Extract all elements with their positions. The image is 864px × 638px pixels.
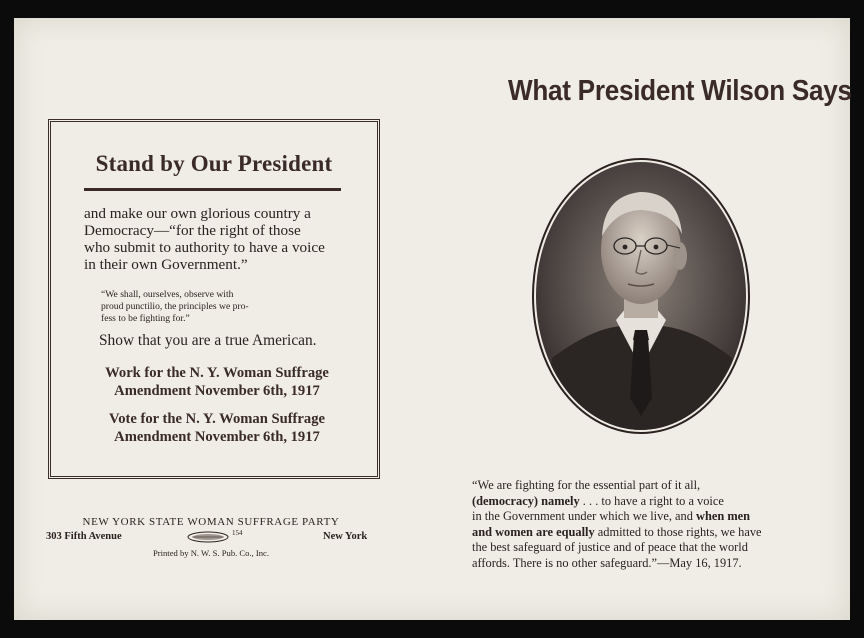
quote-line: in the Government under which we live, and when men (472, 509, 751, 524)
heading-rule (84, 188, 341, 191)
body-line: who submit to authority to have a voice (84, 239, 325, 256)
left-heading: Stand by Our President (95, 151, 333, 176)
small-quote-line: “We shall, ourselves, observe with (101, 289, 234, 300)
quote-line: “We are fighting for the essential part of it all, (472, 478, 701, 492)
quote-line: (democracy) namely . . . to have a right to a voice (472, 493, 724, 508)
small-quote-line: fess to be fighting for.” (101, 313, 190, 324)
vote-for-amendment (87, 410, 347, 446)
work-for-amendment (87, 364, 347, 400)
printer-credit: Printed by N. W. S. Pub. Co., Inc. (152, 548, 270, 558)
body-line: and make our own glorious country a (84, 205, 311, 222)
union-label-icon (187, 531, 229, 543)
portrait-icon (532, 158, 750, 434)
left-body-text (84, 205, 354, 273)
body-line: in their own Government.” (84, 256, 248, 273)
quote-line: and women are equally admitted to those rights, we have (472, 524, 762, 539)
show-american-line: Show that you are a true American. (99, 332, 317, 349)
street-address: 303 Fifth Avenue (46, 531, 122, 542)
broadside-sheet (14, 18, 850, 620)
union-number: 154 (232, 529, 243, 537)
work-line: Work for the N. Y. Woman Suffrage (105, 365, 329, 381)
vote-line: Vote for the N. Y. Woman Suffrage (109, 411, 325, 427)
quote-line: affords. There is no other safeguard.”—May 16, 1917. (472, 555, 742, 570)
body-line: Democracy—“for the right of those (84, 222, 301, 239)
party-name: NEW YORK STATE WOMAN SUFFRAGE PARTY (82, 516, 340, 528)
small-quote-line: proud punctilio, the principles we pro- (101, 301, 249, 312)
stand-by-president-box (48, 119, 380, 479)
right-heading: What President Wilson Says (508, 75, 852, 107)
quote-line: the best safeguard of justice and of peace that the world (472, 540, 748, 555)
work-line: Amendment November 6th, 1917 (114, 383, 320, 399)
wilson-quote (472, 478, 802, 572)
small-quote (101, 289, 341, 325)
city-name: New York (323, 531, 368, 542)
vote-line: Amendment November 6th, 1917 (114, 429, 320, 445)
